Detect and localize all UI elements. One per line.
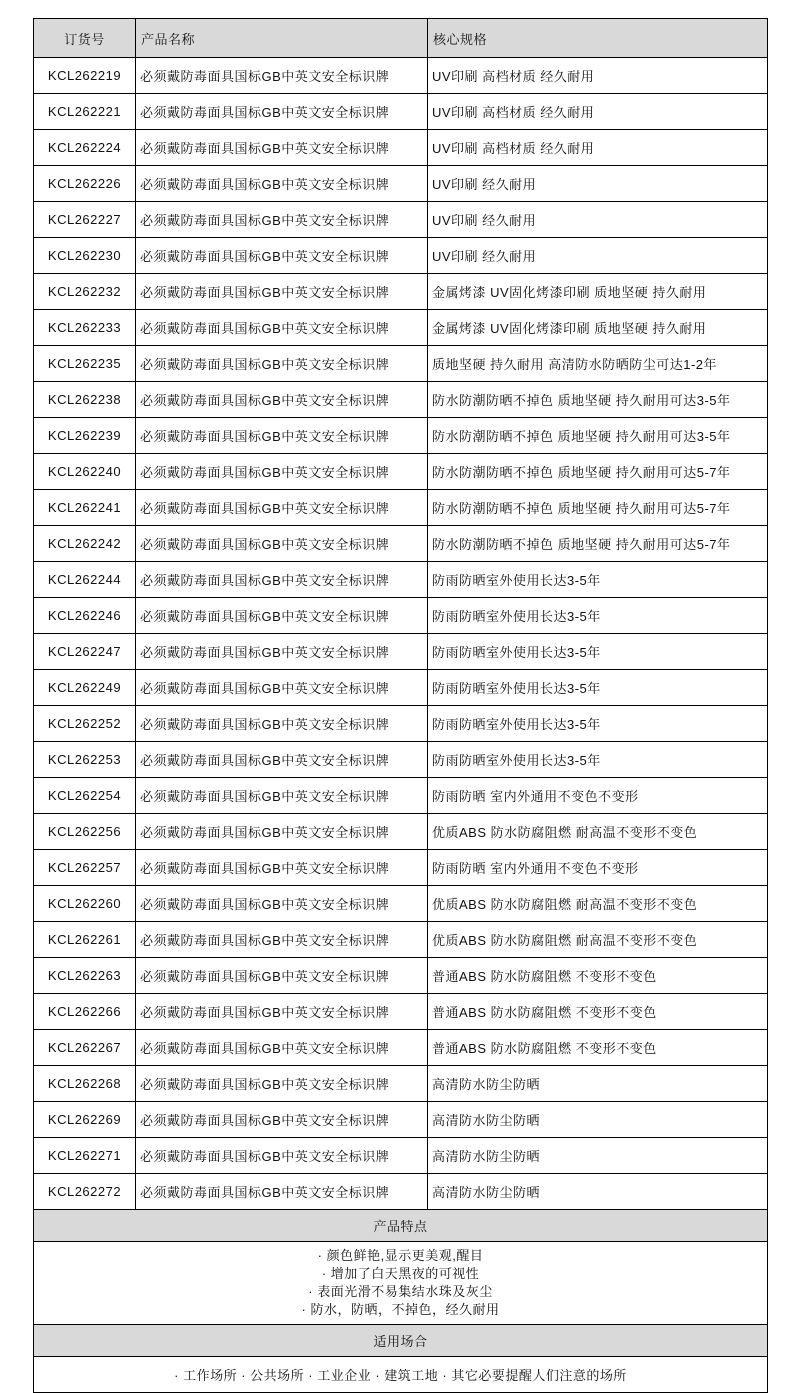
table-row bbox=[34, 94, 768, 130]
table-row bbox=[34, 922, 768, 958]
core-spec-cell: 防雨防晒室外使用长达3-5年 bbox=[428, 598, 768, 634]
product-name-cell: 必须戴防毒面具国标GB中英文安全标识牌 bbox=[136, 1030, 428, 1066]
product-name-cell: 必须戴防毒面具国标GB中英文安全标识牌 bbox=[136, 310, 428, 346]
core-spec-cell: 防雨防晒 室内外通用不变色不变形 bbox=[428, 850, 768, 886]
table-row bbox=[34, 886, 768, 922]
feature-item: · 增加了白天黑夜的可视性 bbox=[321, 1266, 480, 1281]
table-row bbox=[34, 490, 768, 526]
table-row bbox=[34, 706, 768, 742]
product-name-cell: 必须戴防毒面具国标GB中英文安全标识牌 bbox=[136, 886, 428, 922]
product-name-cell: 必须戴防毒面具国标GB中英文安全标识牌 bbox=[136, 382, 428, 418]
order-code-cell: KCL262272 bbox=[34, 1174, 136, 1210]
core-spec-cell: UV印刷 高档材质 经久耐用 bbox=[428, 130, 768, 166]
table-row bbox=[34, 202, 768, 238]
order-code-cell: KCL262219 bbox=[34, 58, 136, 94]
applications-section-title: 适用场合 bbox=[34, 1325, 768, 1357]
core-spec-cell: 金属烤漆 UV固化烤漆印刷 质地坚硬 持久耐用 bbox=[428, 310, 768, 346]
product-name-cell: 必须戴防毒面具国标GB中英文安全标识牌 bbox=[136, 274, 428, 310]
table-row bbox=[34, 958, 768, 994]
product-name-cell: 必须戴防毒面具国标GB中英文安全标识牌 bbox=[136, 958, 428, 994]
feature-item: · 颜色鲜艳,显示更美观,醒目 bbox=[317, 1248, 484, 1263]
product-name-cell: 必须戴防毒面具国标GB中英文安全标识牌 bbox=[136, 814, 428, 850]
order-code-cell: KCL262235 bbox=[34, 346, 136, 382]
core-spec-cell: UV印刷 经久耐用 bbox=[428, 202, 768, 238]
applications-header-row bbox=[34, 1325, 768, 1357]
order-code-cell: KCL262241 bbox=[34, 490, 136, 526]
core-spec-cell: 防水防潮防晒不掉色 质地坚硬 持久耐用可达3-5年 bbox=[428, 382, 768, 418]
column-header-product-name: 产品名称 bbox=[136, 19, 428, 58]
table-row bbox=[34, 382, 768, 418]
features-section-title: 产品特点 bbox=[34, 1210, 768, 1242]
product-name-cell: 必须戴防毒面具国标GB中英文安全标识牌 bbox=[136, 202, 428, 238]
order-code-cell: KCL262271 bbox=[34, 1138, 136, 1174]
core-spec-cell: 高清防水防尘防晒 bbox=[428, 1138, 768, 1174]
applications-content-row bbox=[34, 1357, 768, 1393]
features-header-row bbox=[34, 1210, 768, 1242]
order-code-cell: KCL262240 bbox=[34, 454, 136, 490]
product-name-cell: 必须戴防毒面具国标GB中英文安全标识牌 bbox=[136, 778, 428, 814]
core-spec-cell: 防水防潮防晒不掉色 质地坚硬 持久耐用可达5-7年 bbox=[428, 454, 768, 490]
core-spec-cell: 高清防水防尘防晒 bbox=[428, 1066, 768, 1102]
product-name-cell: 必须戴防毒面具国标GB中英文安全标识牌 bbox=[136, 454, 428, 490]
product-name-cell: 必须戴防毒面具国标GB中英文安全标识牌 bbox=[136, 922, 428, 958]
core-spec-cell: 防雨防晒 室内外通用不变色不变形 bbox=[428, 778, 768, 814]
core-spec-cell: 高清防水防尘防晒 bbox=[428, 1174, 768, 1210]
product-name-cell: 必须戴防毒面具国标GB中英文安全标识牌 bbox=[136, 238, 428, 274]
product-name-cell: 必须戴防毒面具国标GB中英文安全标识牌 bbox=[136, 166, 428, 202]
product-name-cell: 必须戴防毒面具国标GB中英文安全标识牌 bbox=[136, 58, 428, 94]
product-name-cell: 必须戴防毒面具国标GB中英文安全标识牌 bbox=[136, 994, 428, 1030]
table-row bbox=[34, 598, 768, 634]
core-spec-cell: 优质ABS 防水防腐阻燃 耐高温不变形不变色 bbox=[428, 886, 768, 922]
applications-content: · 工作场所 · 公共场所 · 工业企业 · 建筑工地 · 其它必要提醒人们注意的场所 bbox=[34, 1357, 768, 1393]
order-code-cell: KCL262249 bbox=[34, 670, 136, 706]
table-row bbox=[34, 1030, 768, 1066]
order-code-cell: KCL262242 bbox=[34, 526, 136, 562]
core-spec-cell: 防雨防晒室外使用长达3-5年 bbox=[428, 562, 768, 598]
order-code-cell: KCL262266 bbox=[34, 994, 136, 1030]
product-name-cell: 必须戴防毒面具国标GB中英文安全标识牌 bbox=[136, 742, 428, 778]
order-code-cell: KCL262267 bbox=[34, 1030, 136, 1066]
product-name-cell: 必须戴防毒面具国标GB中英文安全标识牌 bbox=[136, 526, 428, 562]
product-name-cell: 必须戴防毒面具国标GB中英文安全标识牌 bbox=[136, 130, 428, 166]
order-code-cell: KCL262224 bbox=[34, 130, 136, 166]
product-name-cell: 必须戴防毒面具国标GB中英文安全标识牌 bbox=[136, 346, 428, 382]
core-spec-cell: 高清防水防尘防晒 bbox=[428, 1102, 768, 1138]
table-row bbox=[34, 346, 768, 382]
core-spec-cell: 质地坚硬 持久耐用 高清防水防晒防尘可达1-2年 bbox=[428, 346, 768, 382]
core-spec-cell: 普通ABS 防水防腐阻燃 不变形不变色 bbox=[428, 958, 768, 994]
order-code-cell: KCL262244 bbox=[34, 562, 136, 598]
order-code-cell: KCL262247 bbox=[34, 634, 136, 670]
table-row bbox=[34, 562, 768, 598]
order-code-cell: KCL262252 bbox=[34, 706, 136, 742]
product-name-cell: 必须戴防毒面具国标GB中英文安全标识牌 bbox=[136, 1174, 428, 1210]
features-list bbox=[34, 1242, 768, 1325]
table-row bbox=[34, 850, 768, 886]
order-code-cell: KCL262221 bbox=[34, 94, 136, 130]
core-spec-cell: UV印刷 经久耐用 bbox=[428, 166, 768, 202]
order-code-cell: KCL262268 bbox=[34, 1066, 136, 1102]
features-content-row bbox=[34, 1242, 768, 1325]
table-row bbox=[34, 814, 768, 850]
order-code-cell: KCL262254 bbox=[34, 778, 136, 814]
product-name-cell: 必须戴防毒面具国标GB中英文安全标识牌 bbox=[136, 706, 428, 742]
table-row bbox=[34, 166, 768, 202]
table-row bbox=[34, 994, 768, 1030]
table-row bbox=[34, 1138, 768, 1174]
product-name-cell: 必须戴防毒面具国标GB中英文安全标识牌 bbox=[136, 598, 428, 634]
order-code-cell: KCL262233 bbox=[34, 310, 136, 346]
order-code-cell: KCL262230 bbox=[34, 238, 136, 274]
order-code-cell: KCL262226 bbox=[34, 166, 136, 202]
product-table-body bbox=[34, 58, 768, 1210]
product-name-cell: 必须戴防毒面具国标GB中英文安全标识牌 bbox=[136, 94, 428, 130]
order-code-cell: KCL262227 bbox=[34, 202, 136, 238]
product-name-cell: 必须戴防毒面具国标GB中英文安全标识牌 bbox=[136, 1066, 428, 1102]
column-header-order-code: 订货号 bbox=[34, 19, 136, 58]
order-code-cell: KCL262263 bbox=[34, 958, 136, 994]
order-code-cell: KCL262257 bbox=[34, 850, 136, 886]
table-row bbox=[34, 418, 768, 454]
core-spec-cell: UV印刷 高档材质 经久耐用 bbox=[428, 58, 768, 94]
order-code-cell: KCL262238 bbox=[34, 382, 136, 418]
feature-item: · 表面光滑不易集结水珠及灰尘 bbox=[308, 1284, 493, 1299]
table-row bbox=[34, 526, 768, 562]
order-code-cell: KCL262260 bbox=[34, 886, 136, 922]
product-name-cell: 必须戴防毒面具国标GB中英文安全标识牌 bbox=[136, 634, 428, 670]
core-spec-cell: 防水防潮防晒不掉色 质地坚硬 持久耐用可达5-7年 bbox=[428, 490, 768, 526]
order-code-cell: KCL262256 bbox=[34, 814, 136, 850]
table-row bbox=[34, 58, 768, 94]
core-spec-cell: 优质ABS 防水防腐阻燃 耐高温不变形不变色 bbox=[428, 814, 768, 850]
table-row bbox=[34, 742, 768, 778]
order-code-cell: KCL262239 bbox=[34, 418, 136, 454]
table-row bbox=[34, 238, 768, 274]
table-row bbox=[34, 778, 768, 814]
core-spec-cell: 金属烤漆 UV固化烤漆印刷 质地坚硬 持久耐用 bbox=[428, 274, 768, 310]
core-spec-cell: 优质ABS 防水防腐阻燃 耐高温不变形不变色 bbox=[428, 922, 768, 958]
header-row bbox=[34, 19, 768, 58]
table-row bbox=[34, 310, 768, 346]
table-row bbox=[34, 130, 768, 166]
product-name-cell: 必须戴防毒面具国标GB中英文安全标识牌 bbox=[136, 1138, 428, 1174]
order-code-cell: KCL262269 bbox=[34, 1102, 136, 1138]
product-name-cell: 必须戴防毒面具国标GB中英文安全标识牌 bbox=[136, 490, 428, 526]
table-row bbox=[34, 670, 768, 706]
table-row bbox=[34, 1102, 768, 1138]
product-name-cell: 必须戴防毒面具国标GB中英文安全标识牌 bbox=[136, 562, 428, 598]
product-name-cell: 必须戴防毒面具国标GB中英文安全标识牌 bbox=[136, 670, 428, 706]
product-name-cell: 必须戴防毒面具国标GB中英文安全标识牌 bbox=[136, 418, 428, 454]
order-code-cell: KCL262261 bbox=[34, 922, 136, 958]
table-row bbox=[34, 634, 768, 670]
table-row bbox=[34, 454, 768, 490]
order-code-cell: KCL262253 bbox=[34, 742, 136, 778]
core-spec-cell: 防雨防晒室外使用长达3-5年 bbox=[428, 742, 768, 778]
product-name-cell: 必须戴防毒面具国标GB中英文安全标识牌 bbox=[136, 850, 428, 886]
feature-item: · 防水，防晒，不掉色，经久耐用 bbox=[301, 1302, 500, 1317]
table-row bbox=[34, 274, 768, 310]
core-spec-cell: 防水防潮防晒不掉色 质地坚硬 持久耐用可达5-7年 bbox=[428, 526, 768, 562]
table-row bbox=[34, 1066, 768, 1102]
core-spec-cell: 普通ABS 防水防腐阻燃 不变形不变色 bbox=[428, 1030, 768, 1066]
core-spec-cell: UV印刷 高档材质 经久耐用 bbox=[428, 94, 768, 130]
core-spec-cell: 普通ABS 防水防腐阻燃 不变形不变色 bbox=[428, 994, 768, 1030]
order-code-cell: KCL262232 bbox=[34, 274, 136, 310]
core-spec-cell: 防水防潮防晒不掉色 质地坚硬 持久耐用可达3-5年 bbox=[428, 418, 768, 454]
core-spec-cell: 防雨防晒室外使用长达3-5年 bbox=[428, 634, 768, 670]
core-spec-cell: 防雨防晒室外使用长达3-5年 bbox=[428, 670, 768, 706]
product-spec-sheet bbox=[33, 18, 767, 1393]
product-table bbox=[33, 18, 768, 1393]
core-spec-cell: 防雨防晒室外使用长达3-5年 bbox=[428, 706, 768, 742]
order-code-cell: KCL262246 bbox=[34, 598, 136, 634]
column-header-core-spec: 核心规格 bbox=[428, 19, 768, 58]
table-row bbox=[34, 1174, 768, 1210]
core-spec-cell: UV印刷 经久耐用 bbox=[428, 238, 768, 274]
product-name-cell: 必须戴防毒面具国标GB中英文安全标识牌 bbox=[136, 1102, 428, 1138]
